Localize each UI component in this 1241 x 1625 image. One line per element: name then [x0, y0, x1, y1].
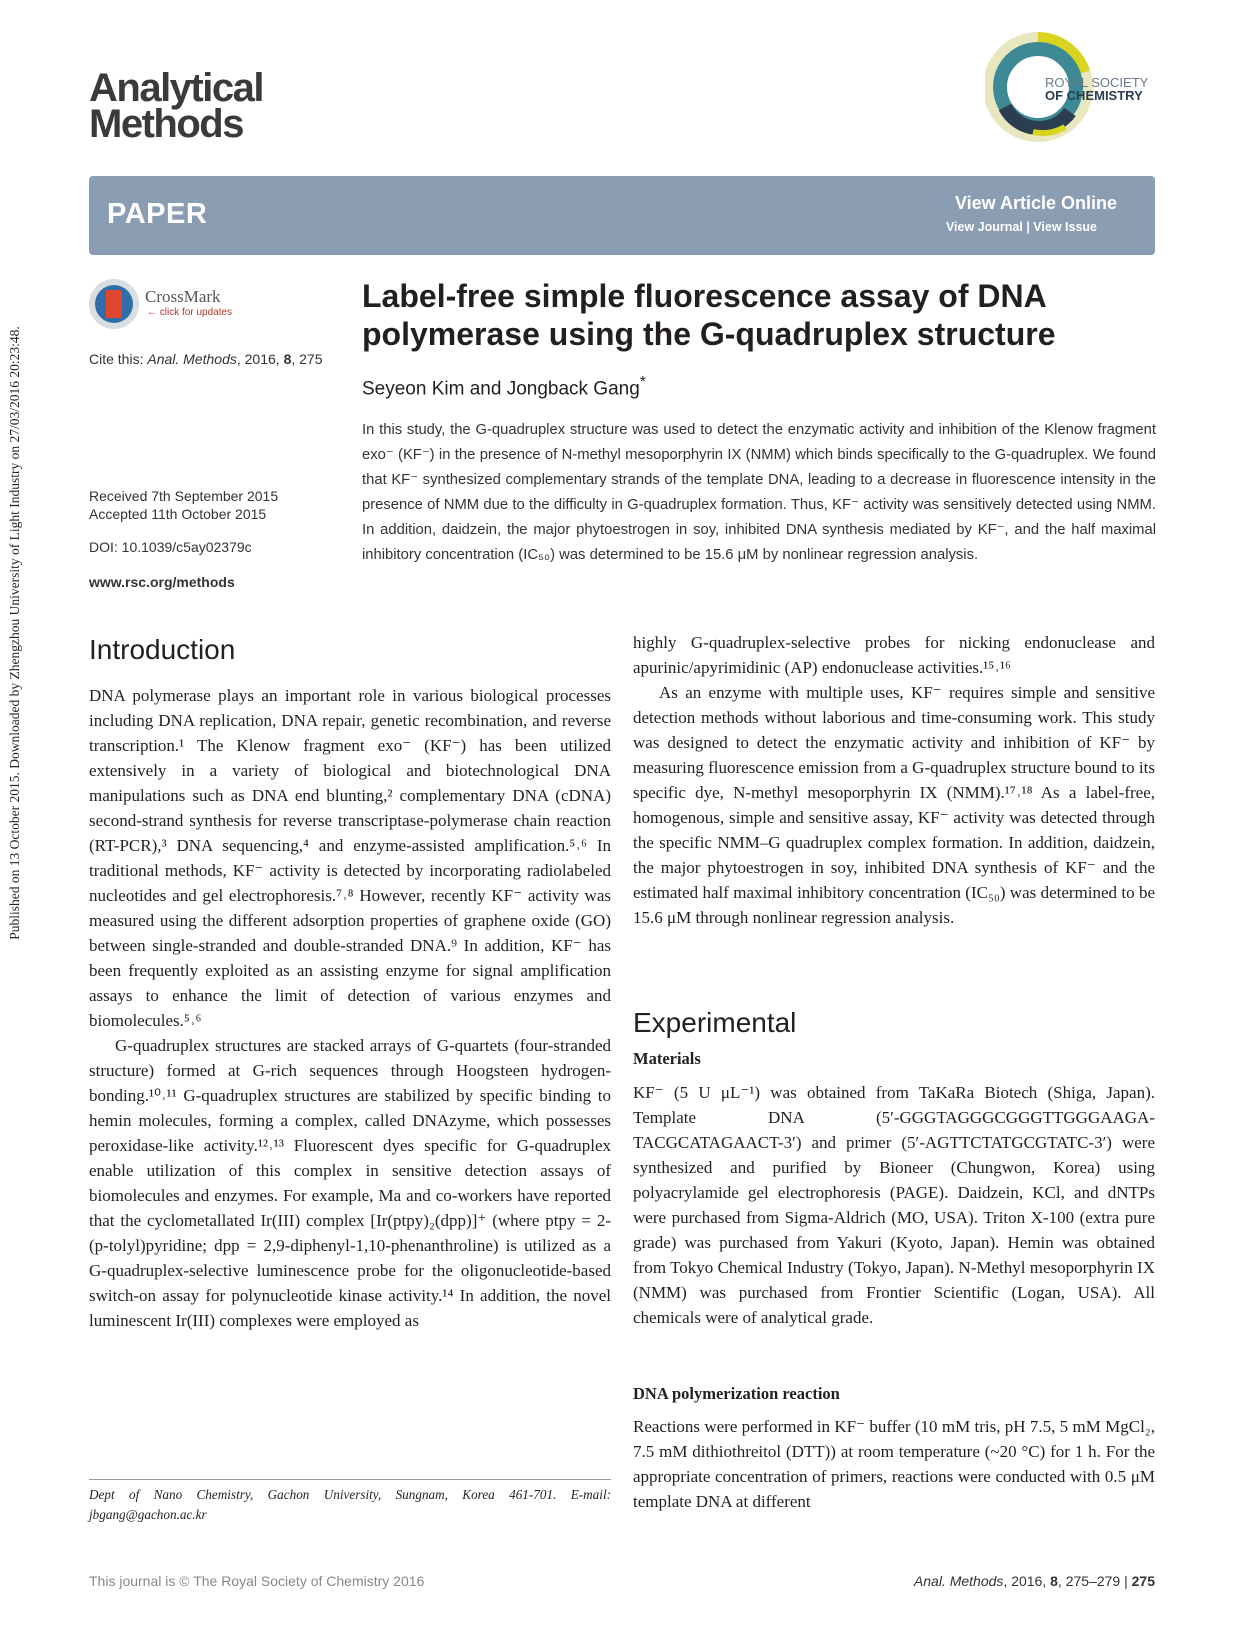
- article-title: [362, 277, 1162, 353]
- download-notice-text: Published on 13 October 2015. Downloaded by Zhengzhou University of Light Industry on 27/03/2016 20:23:48.: [7, 325, 22, 940]
- citation: Cite this: Anal. Methods, 2016, 8, 275: [89, 351, 323, 367]
- doi[interactable]: DOI: 10.1039/c5ay02379c: [89, 539, 252, 555]
- view-journal-link[interactable]: View Journal: [945, 220, 1023, 234]
- section-heading-introduction: Introduction: [89, 634, 236, 665]
- section-heading-experimental: Experimental: [633, 1007, 797, 1038]
- view-issue-link[interactable]: View Issue: [1033, 220, 1097, 234]
- journal-title[interactable]: [89, 66, 263, 146]
- intro-paragraph-4: As an enzyme with multiple uses, KF⁻ requires simple and sensitive detection methods without laborious and time-consuming work. This study was designed to detect the enzymatic activity and inhibition of KF⁻ by measuring fluorescence emission from a G-quadruplex structure bound to its specific dye, N-methyl mesoporphyrin IX (NMM).¹⁷˒¹⁸ As a label-free, homogenous, simple and sensitive assay, KF⁻ activity was detected through the specific NMM–G quadruplex complex formation. In addition, daidzein, the major phytoestrogen in soy, inhibited DNA synthesis of KF⁻ and the estimated half maximal inhibitory concentration (IC₅₀) was determined to be 15.6 μM through nonlinear regression analysis.: [633, 683, 1155, 927]
- rsc-logo[interactable]: [985, 32, 1150, 144]
- crossmark-badge[interactable]: [89, 279, 259, 329]
- footnote-divider: [89, 1479, 611, 1480]
- affiliation-footnote: Dept of Nano Chemistry, Gachon University, Sungnam, Korea 461-701. E-mail: jbgang@gachon.ac.kr: [89, 1487, 611, 1522]
- author-list: Seyeon Kim and Jongback Gang*: [362, 374, 646, 400]
- journal-url-link[interactable]: www.rsc.org/methods: [89, 574, 235, 590]
- accepted-date: Accepted 11th October 2015: [89, 506, 267, 522]
- abstract: In this study, the G-quadruplex structure was used to detect the enzymatic activity and inhibition of the Klenow fragment exo⁻ (KF⁻) in the presence of N-methyl mesoporphyrin IX (NMM) which binds specifically to the G-quadruplex. We found that KF⁻ synthesized complementary strands of the template DNA, leading to a decrease in fluorescence intensity in the presence of NMM due to the difficulty in G-quadruplex formation. Thus, KF⁻ activity was sensitively detected using NMM. In addition, daidzein, the major phytoestrogen in soy, inhibited DNA synthesis mediated by KF⁻, and the half maximal inhibitory concentration (IC₅₀) was determined to be 15.6 μM by nonlinear regression analysis.: [362, 422, 1156, 563]
- polymerization-paragraph: Reactions were performed in KF⁻ buffer (10 mM tris, pH 7.5, 5 mM MgCl₂, 7.5 mM dithiothreitol (DTT)) at room temperature (~20 °C) for 1 h. For the appropriate concentration of primers, reactions were conducted with 0.5 μM template DNA at different: [633, 1417, 1155, 1511]
- page-footer-citation: Anal. Methods, 2016, 8, 275–279 | 275: [913, 1573, 1155, 1589]
- rsc-logo-line2: OF CHEMISTRY: [1045, 88, 1143, 103]
- left-column: [89, 683, 611, 1333]
- received-date: Received 7th September 2015: [89, 488, 279, 504]
- arrow-left-icon: ←: [147, 307, 160, 318]
- article-title-line1: Label-free simple fluorescence assay of DNA: [362, 278, 1047, 314]
- article-type-label: PAPER: [107, 198, 208, 230]
- rsc-logo-line1: ROYAL SOCIETY: [1045, 75, 1149, 90]
- crossmark-sub: ← click for updates: [147, 307, 233, 318]
- journal-title-line1: Analytical: [89, 66, 263, 110]
- copyright-footer: This journal is © The Royal Society of Chemistry 2016: [89, 1573, 425, 1589]
- intro-paragraph-2: G-quadruplex structures are stacked arrays of G-quartets (four-stranded structure) formed at G-rich sequences through Hoogsteen hydrogen-bonding.¹⁰˒¹¹ G-quadruplex structures are stabilized by specific binding to hemin molecules, forming a complex, called DNAzyme, which possesses peroxidase-like activity.¹²˒¹³ Fluorescent dyes specific for G-quadruplex enable utilization of this complex in sensitive detection assays of biomolecules and enzymes. For example, Ma and co-workers have reported that the cyclometallated Ir(III) complex [Ir(ptpy)₂(dpp)]⁺ (where ptpy = 2-(p-tolyl)pyridine; dpp = 2,9-diphenyl-1,10-phenanthroline) is utilized as a G-quadruplex-selective luminescence probe for the oligonucleotide-based switch-on assay for polynucleotide kinase activity.¹⁴ In addition, the novel luminescent Ir(III) complexes were employed as: [89, 1036, 611, 1330]
- subsection-heading-materials: Materials: [633, 1049, 701, 1068]
- materials-paragraph: KF⁻ (5 U μL⁻¹) was obtained from TaKaRa Biotech (Shiga, Japan). Template DNA (5′-GGGTAGGGCGGGTTGGGAAGA-TACGCATAGAACT-3′) and primer (5′-AGTTCTATGCGTATC-3′) were synthesized and purified by Bioneer (Chungwon, Korea) using polyacrylamide gel electrophoresis (PAGE). Daidzein, KCl, and dNTPs were purchased from Sigma-Aldrich (MO, USA). Triton X-100 (extra pure grade) was purchased from Yakuri (Kyoto, Japan). Hemin was obtained from Tokyo Chemical Industry (Tokyo, Japan). N-Methyl mesoporphyrin IX (NMM) was purchased from Frontier Scientific (Logan, USA). All chemicals were of analytical grade.: [633, 1083, 1155, 1327]
- intro-paragraph-3: highly G-quadruplex-selective probes for nicking endonuclease and apurinic/apyrimidinic (AP) endonuclease activities.¹⁵˒¹⁶: [633, 633, 1155, 677]
- journal-title-line2: Methods: [89, 102, 243, 146]
- crossmark-label: CrossMark: [145, 287, 221, 306]
- intro-paragraph-1: DNA polymerase plays an important role in various biological processes including DNA replication, DNA repair, genetic recombination, and reverse transcription.¹ The Klenow fragment exo⁻ (KF⁻) has been utilized extensively in a variety of biological and biotechnological DNA manipulations such as DNA end blunting,² complementary DNA (cDNA) second-strand synthesis for reverse transcriptase-polymerase chain reaction (RT-PCR),³ DNA sequencing,⁴ and enzyme-assisted amplification.⁵˒⁶ In traditional methods, KF⁻ activity is detected by incorporating radiolabeled nucleotides and gel electrophoresis.⁷˒⁸ However, recently KF⁻ activity was measured using the different adsorption properties of graphene oxide (GO) between single-stranded and double-stranded DNA.⁹ In addition, KF⁻ has been frequently exploited as an assisting enzyme for signal amplification assays to enhance the limit of detection of various enzymes and biomolecules.⁵˒⁶: [89, 686, 611, 1030]
- view-article-online-link[interactable]: View Article Online: [954, 193, 1117, 213]
- subsection-heading-polymerization: DNA polymerization reaction: [633, 1384, 840, 1403]
- polymerization-text-block: [633, 1414, 1155, 1514]
- article-type-banner: [89, 176, 1155, 255]
- right-column-top: [633, 630, 1155, 930]
- corresponding-author-mark[interactable]: *: [639, 374, 646, 391]
- article-title-line2: polymerase using the G-quadruplex structure: [362, 316, 1056, 352]
- link-separator: |: [1026, 220, 1030, 234]
- materials-text-block: [633, 1080, 1155, 1330]
- download-notice: [2, 250, 28, 1015]
- crossmark-icon: [89, 279, 139, 329]
- page-number: 275: [1131, 1573, 1155, 1589]
